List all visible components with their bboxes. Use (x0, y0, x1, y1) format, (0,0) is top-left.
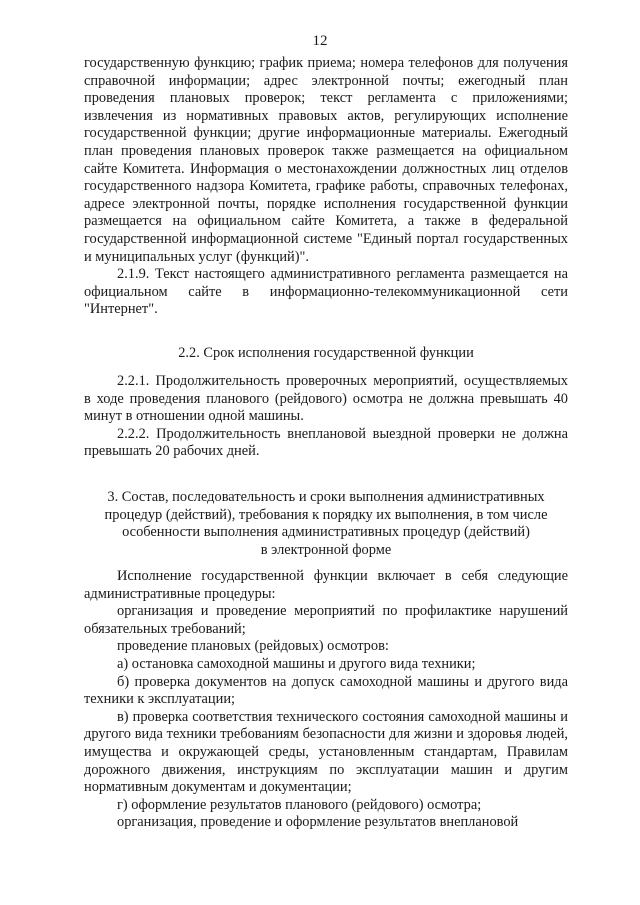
list-item-a: а) остановка самоходной машины и другого вида техники; (117, 655, 476, 672)
section-block-1 (84, 55, 568, 319)
heading-section-3 (84, 489, 568, 559)
page-number: 12 (312, 33, 328, 49)
paragraph-unplanned-inspection: организация, проведение и оформление результатов внеплановой (117, 814, 519, 831)
list-item-v: в) проверка соответствия технического состояния самоходной машины и другого вида техники требованиям безопасности для жизни и здоровья людей, имущества и окружающей среды, установленным стандартам, Правилам дорожного движения, инструкциям по эксплуатации машин и другим нормативным документам и документации; (84, 708, 568, 796)
list-item-b: б) проверка документов на допуск самоходной машины и другого вида техники к эксплуатации; (84, 673, 568, 708)
list-item-g: г) оформление результатов планового (рейдового) осмотра; (117, 796, 482, 813)
heading-3-line-4: в электронной форме (260, 541, 392, 558)
heading-3-line-1: 3. Состав, последовательность и сроки выполнения административных (107, 489, 545, 505)
paragraph-prevention: организация и проведение мероприятий по профилактике нарушений обязательных требований; (84, 603, 568, 637)
heading-3-line-3: особенности выполнения административных процедур (действий) (122, 524, 530, 541)
paragraph-continuation: государственную функцию; график приема; номера телефонов для получения справочной информации; адрес электронной почты; ежегодный план проведения плановых проверок; текст регламента с приложениями; извлечения из нормативных правовых актов, регулирующих исполнение государственной функции; другие информационные материалы. Ежегодный план проведения плановых проверок также размещается на официальном сайте Комитета. Информация о местонахождении должностных лиц отделов государственного надзора Комитета, графике работы, справочных телефонах, адресе электронной почты, порядке исполнения государственной функции размещается на официальном сайте Комитета, а также в федеральной государственной информационной системе "Единый портал государственных и муниципальных услуг (функций)". (84, 55, 568, 265)
heading-3-line-2: процедур (действий), требования к порядку их выполнения, в том числе (104, 506, 548, 523)
paragraph-2-2-2: 2.2.2. Продолжительность внеплановой выездной проверки не должна превышать 20 рабочих дней. (84, 425, 568, 460)
paragraph-procedures-intro: Исполнение государственной функции включает в себя следующие административные процедуры: (84, 568, 568, 602)
section-block-3 (84, 568, 568, 832)
section-block-2 (84, 373, 568, 461)
paragraph-2-1-9: 2.1.9. Текст настоящего административного регламента размещается на официальном сайте в информационно-телекоммуникационной сети "Интернет". (84, 266, 568, 318)
paragraph-planned-inspections: проведение плановых (рейдовых) осмотров: (117, 638, 389, 655)
paragraph-2-2-1: 2.2.1. Продолжительность проверочных мероприятий, осуществляемых в ходе проведения планового (рейдового) осмотра не должна превышать 40 минут в отношении одной машины. (84, 373, 568, 425)
heading-2-2: 2.2. Срок исполнения государственной функции (178, 345, 474, 361)
